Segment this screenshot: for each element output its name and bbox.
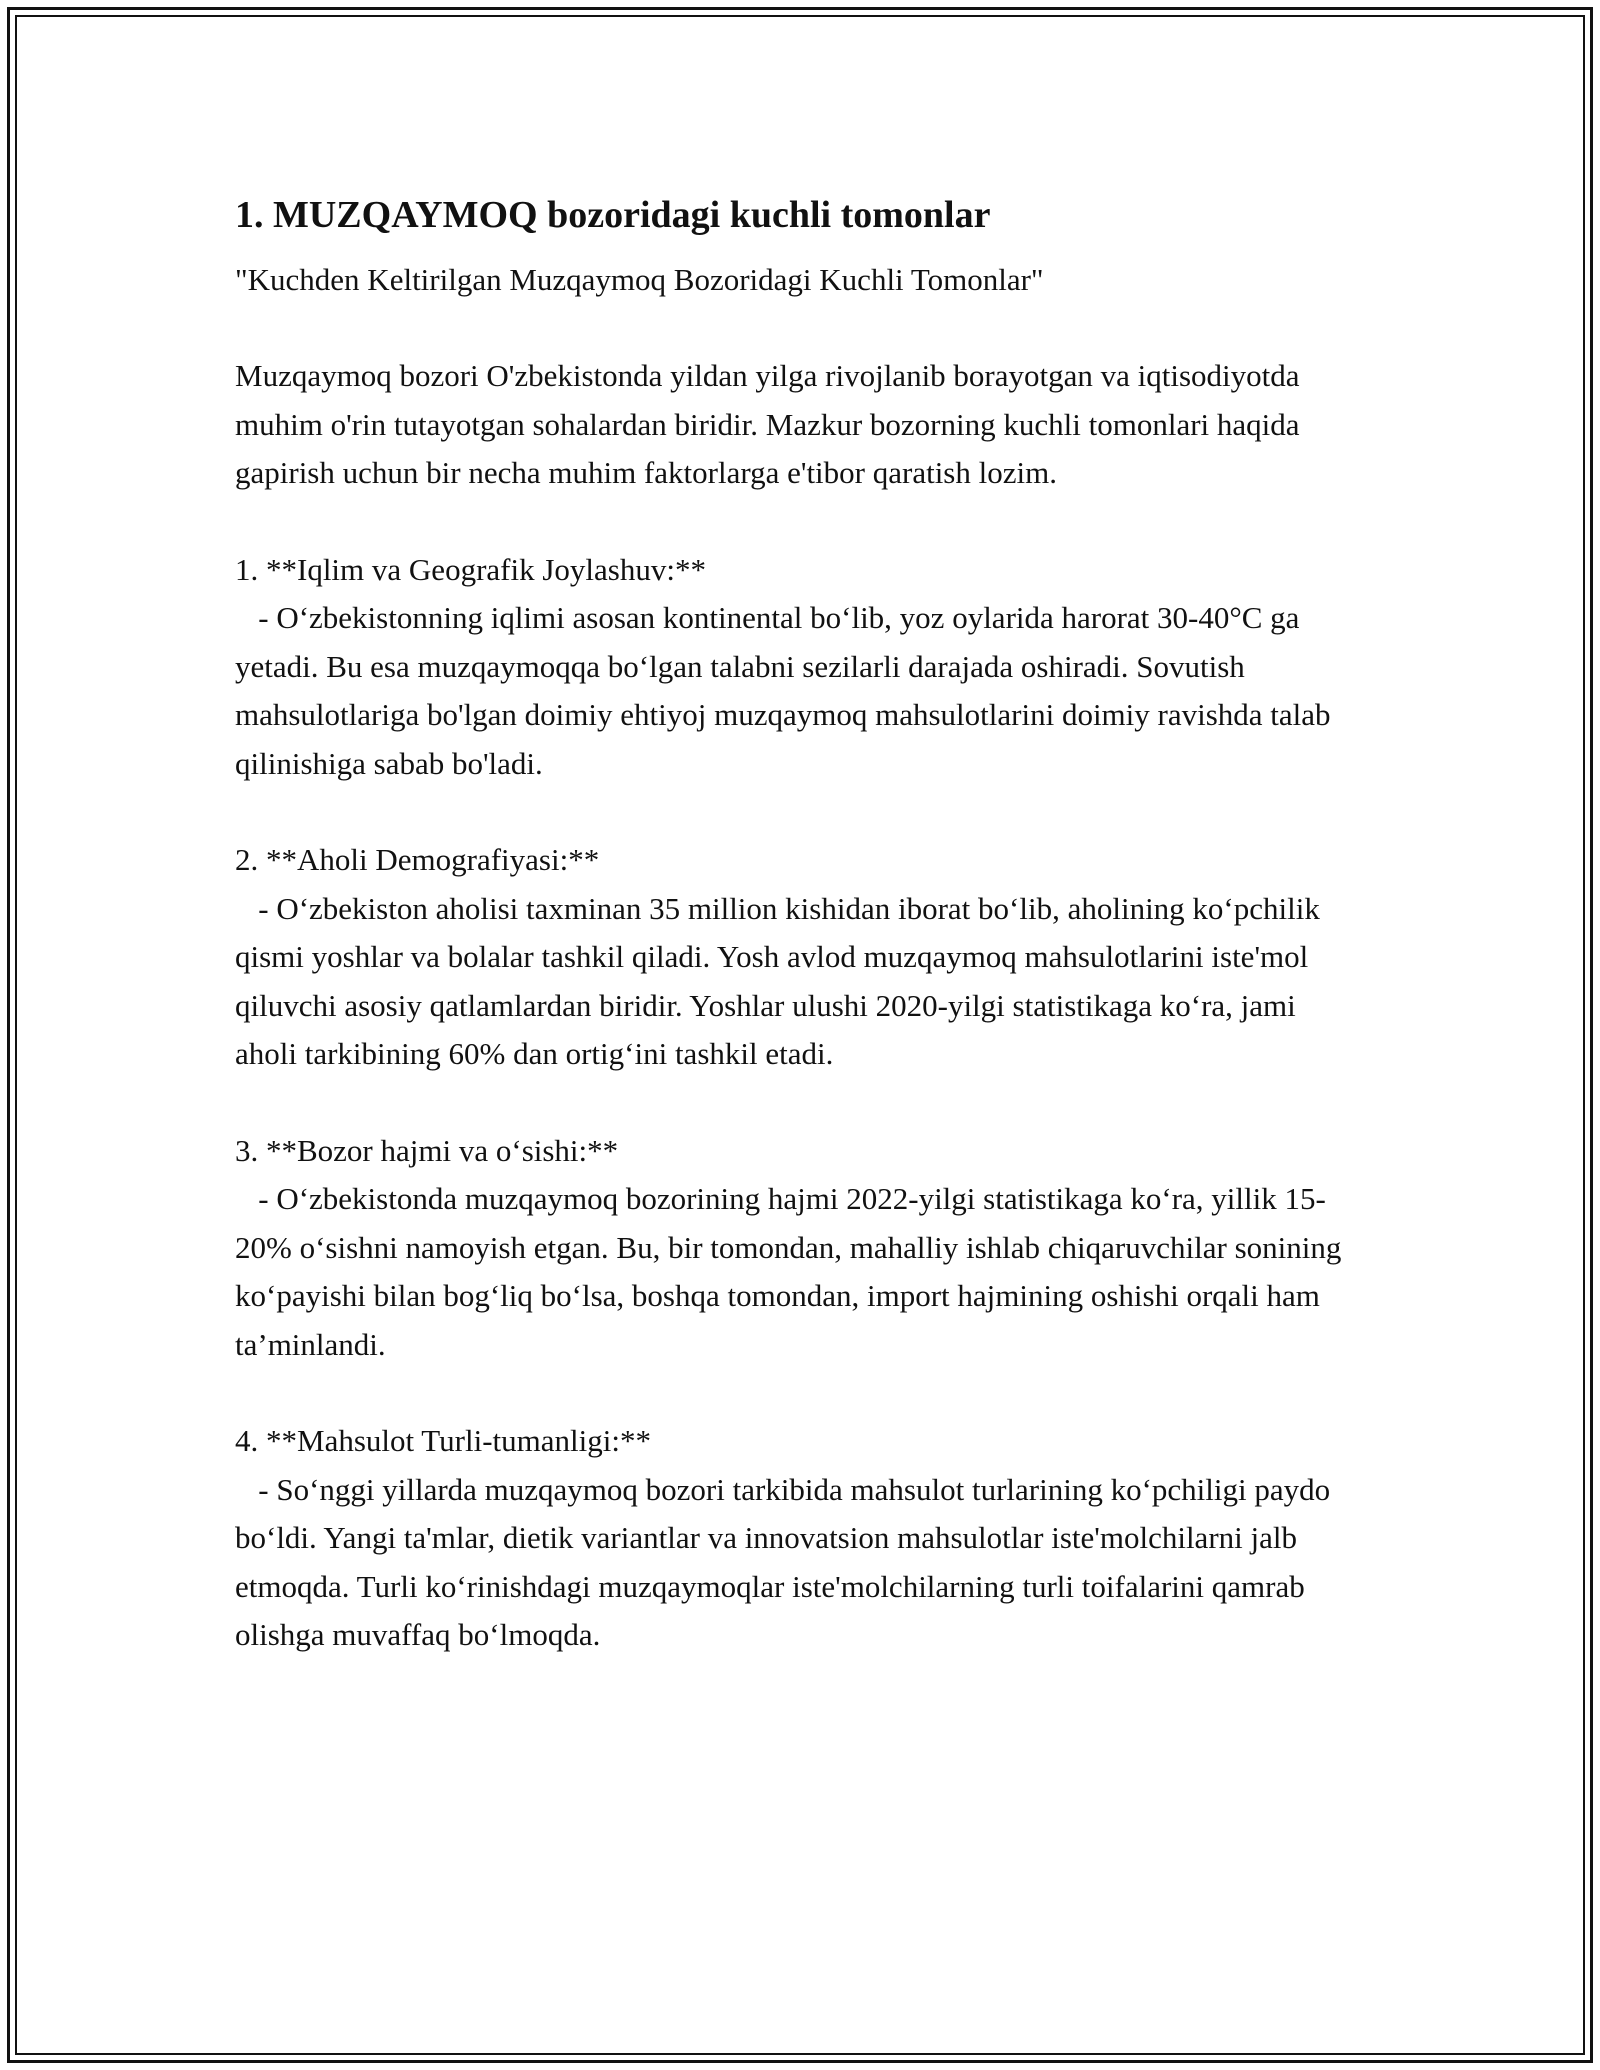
document-subtitle: "Kuchden Keltirilgan Muzqaymoq Bozoridagi Kuchli Tomonlar"	[235, 262, 1044, 297]
section-heading: 1. **Iqlim va Geografik Joylashuv:**	[235, 551, 706, 587]
section-heading: 2. **Aholi Demografiyasi:**	[235, 842, 600, 877]
section-body: - O‘zbekiston aholisi taxminan 35 million kishidan iborat bo‘lib, aholining ko‘pchilik qismi yoshlar va bolalar tashkil qiladi. Yosh avlod muzqaymoq mahsulotlarini iste'mol qiluvchi asosiy qatlamlardan biridir. Yoshlar ulushi 2020-yilgi statistikaga ko‘ra, jami aholi tarkibining 60% dan ortig‘ini tashkil etadi.	[235, 890, 1320, 1071]
section-body: - So‘nggi yillarda muzqaymoq bozori tarkibida mahsulot turlarining ko‘pchiligi paydo bo‘ldi. Yangi ta'mlar, dietik variantlar va innovatsion mahsulotlar iste'molchilarni jalb etmoqda. Turli ko‘rinishdagi muzqaymoqlar iste'molchilarning turli toifalarini qamrab olishga muvaffaq bo‘lmoqda.	[235, 1471, 1331, 1652]
section-demography	[235, 836, 1365, 1079]
document-title: 1. MUZQAYMOQ bozoridagi kuchli tomonlar	[235, 194, 991, 236]
intro-paragraph: Muzqaymoq bozori O'zbekistonda yildan yilga rivojlanib borayotgan va iqtisodiyotda muhim o'rin tutayotgan sohalardan biridir. Mazkur bozorning kuchli tomonlari haqida gapirish uchun bir necha muhim faktorlarga e'tibor qaratish lozim.	[235, 358, 1300, 490]
document-page	[235, 188, 1365, 1660]
section-body: - O‘zbekistonda muzqaymoq bozorining hajmi 2022-yilgi statistikaga ko‘ra, yillik 15-20% o‘sishni namoyish etgan. Bu, bir tomondan, mahalliy ishlab chiqaruvchilar sonining ko‘payishi bilan bog‘liq bo‘lsa, boshqa tomondan, import hajmining oshishi orqali ham ta’minlandi.	[235, 1181, 1342, 1362]
section-heading: 3. **Bozor hajmi va o‘sishi:**	[235, 1132, 619, 1168]
section-market-size	[235, 1127, 1365, 1370]
section-body: - O‘zbekistonning iqlimi asosan kontinental bo‘lib, yoz oylarida harorat 30-40°C ga yetadi. Bu esa muzqaymoqqa bo‘lgan talabni sezilarli darajada oshiradi. Sovutish mahsulotlariga bo'lgan doimiy ehtiyoj muzqaymoq mahsulotlarini doimiy ravishda talab qilinishiga sabab bo'ladi.	[235, 600, 1331, 781]
section-heading: 4. **Mahsulot Turli-tumanligi:**	[235, 1423, 651, 1458]
section-climate	[235, 546, 1365, 789]
section-product-variety	[235, 1417, 1365, 1660]
